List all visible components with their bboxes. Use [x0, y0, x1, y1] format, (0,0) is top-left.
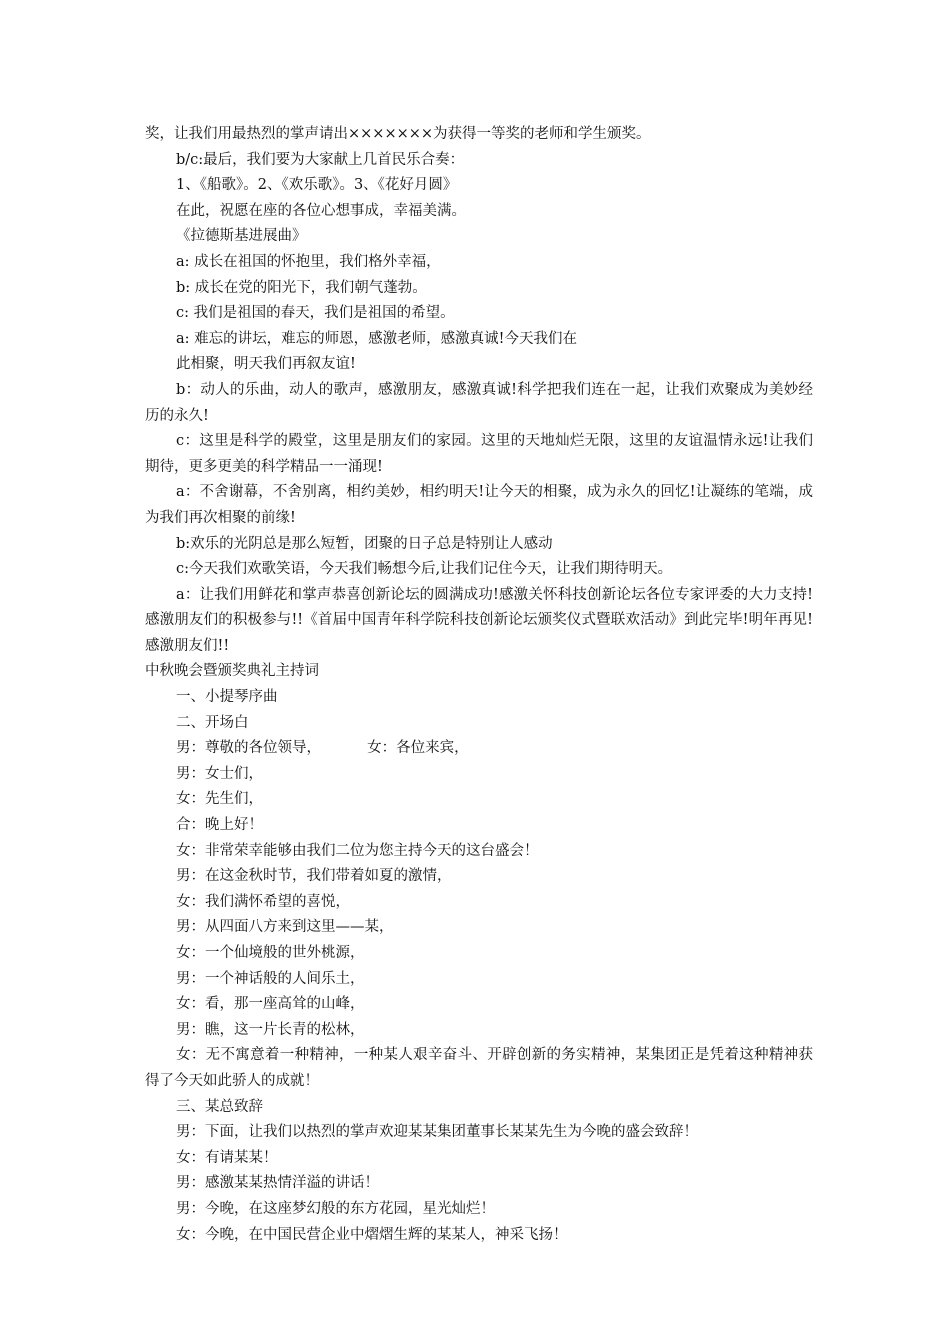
paragraph: c: 我们是祖国的春天，我们是祖国的希望。 — [176, 305, 455, 322]
paragraph: 三、某总致辞 — [176, 1098, 263, 1115]
paragraph: 二、开场白 — [176, 714, 249, 731]
paragraph: 男：今晚，在这座梦幻般的东方花园，星光灿烂！ — [176, 1200, 495, 1217]
paragraph: a：不舍谢幕，不舍别离，相约美妙，相约明天!让今天的相聚，成为永久的回忆!让凝练的笔端，成为我们再次相聚的前缘! — [145, 484, 813, 526]
paragraph: 中秋晚会暨颁奖典礼主持词 — [145, 663, 319, 680]
paragraph: 在此，祝愿在座的各位心想事成，幸福美满。 — [176, 202, 466, 219]
paragraph: c：这里是科学的殿堂，这里是朋友们的家园。这里的天地灿烂无限，这里的友谊温情永远!让我们期待，更多更美的科学精品一一涌现! — [145, 433, 813, 475]
paragraph: 女：一个仙境般的世外桃源， — [176, 945, 365, 961]
paragraph: 《拉德斯基进展曲》 — [176, 228, 307, 245]
paragraph: a: 成长在祖国的怀抱里，我们格外幸福， — [176, 253, 441, 270]
paragraph: a：让我们用鲜花和掌声恭喜创新论坛的圆满成功!感激关怀科技创新论坛各位专家评委的大力支持!感激朋友们的积极参与!!《首届中国青年科学院科技创新论坛颁奖仪式暨联欢活动》到此完毕!明年再见!感激朋友们!! — [145, 586, 813, 654]
document-page — [145, 122, 813, 1248]
paragraph: 女：非常荣幸能够由我们二位为您主持今天的这台盛会！ — [176, 842, 539, 859]
paragraph: b：动人的乐曲，动人的歌声，感激朋友，感激真诚!科学把我们连在一起，让我们欢聚成为美妙经历的永久! — [145, 381, 813, 424]
paragraph: 女：有请某某！ — [176, 1149, 278, 1166]
paragraph: a: 难忘的讲坛，难忘的师恩，感激老师，感激真诚!今天我们在 — [176, 330, 577, 347]
paragraph: 奖，让我们用最热烈的掌声请出×××××××为获得一等奖的老师和学生颁奖。 — [145, 126, 651, 142]
paragraph: 女：看，那一座高耸的山峰， — [176, 996, 365, 1013]
paragraph: b:欢乐的光阴总是那么短暂，团聚的日子总是特别让人感动 — [176, 535, 553, 552]
paragraph: b/c:最后，我们要为大家献上几首民乐合奏： — [176, 151, 465, 168]
paragraph: 男：女士们， — [176, 765, 263, 782]
paragraph: 男：瞧，这一片长青的松林， — [176, 1021, 365, 1038]
paragraph: 此相聚，明天我们再叙友谊! — [176, 356, 356, 373]
paragraph: 女：今晚，在中国民营企业中熠熠生辉的某某人，神采飞扬！ — [176, 1226, 568, 1243]
paragraph: 男：下面，让我们以热烈的掌声欢迎某某集团董事长某某先生为今晚的盛会致辞！ — [176, 1124, 698, 1141]
paragraph: 女：先生们， — [176, 791, 263, 808]
paragraph: 一、小提琴序曲 — [176, 689, 278, 706]
paragraph: b: 成长在党的阳光下，我们朝气蓬勃。 — [176, 279, 427, 296]
paragraph: c:今天我们欢歌笑语，今天我们畅想今后,让我们记住今天，让我们期待明天。 — [176, 561, 673, 578]
paragraph: 男：尊敬的各位领导， 女：各位来宾， — [176, 740, 469, 757]
paragraph: 男：一个神话般的人间乐土， — [176, 970, 365, 987]
paragraph: 女：我们满怀希望的喜悦， — [176, 893, 350, 910]
paragraph: 1、《船歌》。2、《欢乐歌》。3、《花好月圆》 — [176, 177, 458, 194]
paragraph: 男：在这金秋时节，我们带着如夏的激情， — [176, 868, 452, 885]
paragraph: 女：无不寓意着一种精神，一种某人艰辛奋斗、开辟创新的务实精神，某集团正是凭着这种精神获得了今天如此骄人的成就！ — [145, 1047, 813, 1089]
paragraph: 合：晚上好！ — [176, 817, 263, 834]
paragraph: 男：从四面八方来到这里——某， — [176, 919, 394, 936]
paragraph: 男：感激某某热情洋溢的讲话！ — [176, 1175, 379, 1192]
